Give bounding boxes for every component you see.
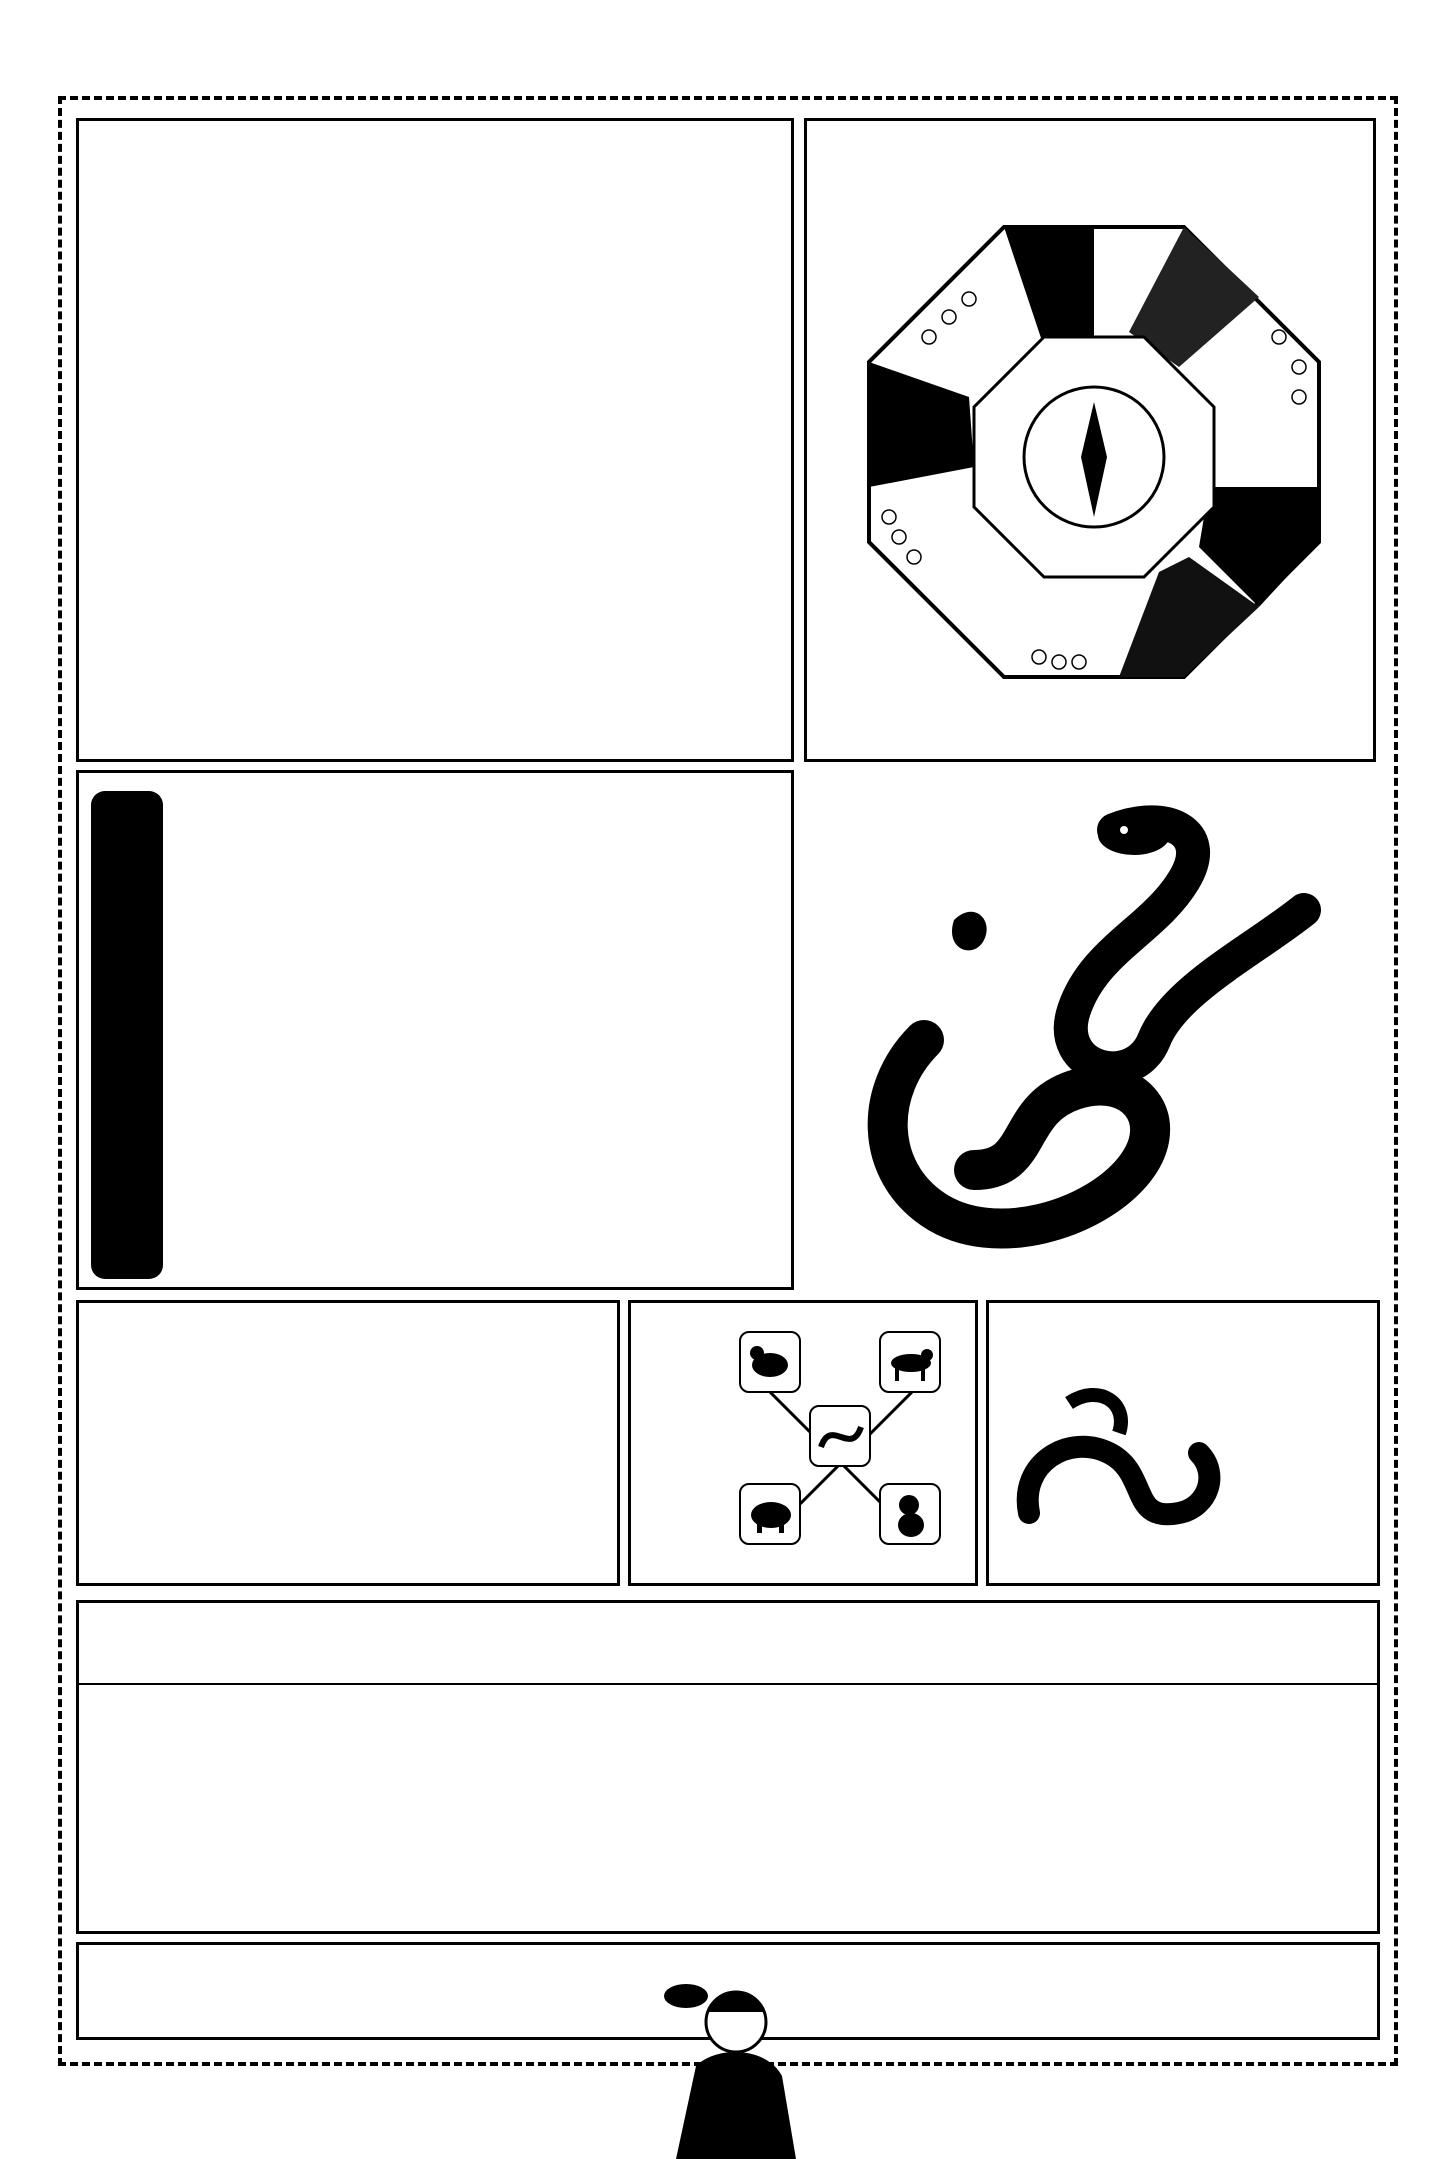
bagua-diagram xyxy=(859,217,1329,687)
dragon-box xyxy=(986,1300,1380,1586)
tongzi-side-banner xyxy=(91,791,163,1279)
tongzi-box xyxy=(76,770,794,1290)
doors-row xyxy=(79,1683,1377,1931)
border-left-strip xyxy=(6,90,50,2075)
zodiac-poem-box xyxy=(76,1300,620,1586)
dragon-illustration xyxy=(1009,1373,1229,1543)
child-figure-illustration xyxy=(656,1976,806,2159)
poem-box xyxy=(76,118,794,762)
snake-box xyxy=(804,770,1376,1286)
zodiac-animal-pig-icon xyxy=(739,1483,801,1545)
recommend-box xyxy=(76,1600,1380,1934)
zodiac-code-box xyxy=(628,1300,978,1586)
snake-illustration xyxy=(834,790,1354,1270)
zodiac-animal-monkey-icon xyxy=(879,1483,941,1545)
zodiac-animal-dog-icon xyxy=(879,1331,941,1393)
bagua-box xyxy=(804,118,1376,762)
border-top-strip xyxy=(4,42,1450,82)
border-right-strip xyxy=(1406,90,1450,2075)
zodiac-animal-goat-icon xyxy=(739,1331,801,1393)
zodiac-animal-dragon-icon xyxy=(809,1405,871,1467)
